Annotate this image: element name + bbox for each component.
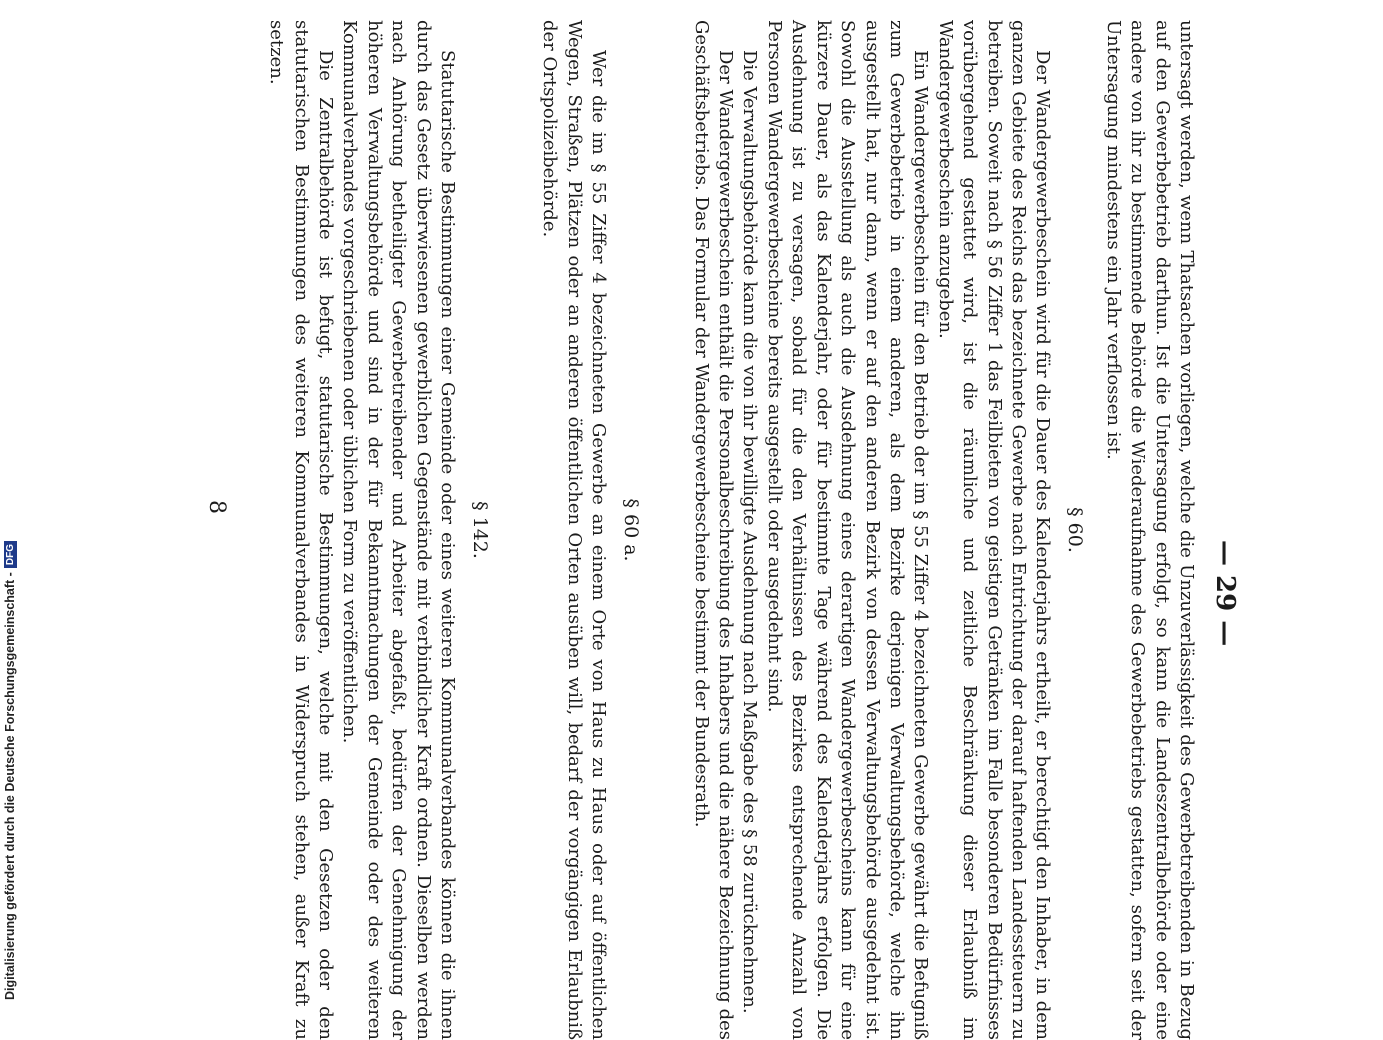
paragraph-personalbeschreibung: Der Wandergewerbeschein enthält die Personalbeschreibung des Inhabers und die nähere Bezeichnung des Geschäftsbetriebs. Das Formular der Wandergewerbescheine bestimmt der Bundesrath. bbox=[690, 20, 737, 1040]
section-heading-60a: § 60 a. bbox=[620, 498, 643, 562]
page-number: — 29 — bbox=[1210, 540, 1240, 647]
paragraph-zentralbehoerde: Die Zentralbehörde ist befugt, statutarische Bestimmungen, welche mit den Gesetzen oder den statutarischen Bestimmungen des weiteren Kommunalverbandes in Widerspruch stehen, außer Kraft zu setzen. bbox=[266, 20, 337, 1040]
section-heading-142: § 142. bbox=[469, 501, 492, 559]
paragraph-wandergewerbeschein-dauer: Der Wandergewerbeschein wird für die Dauer des Kalenderjahrs ertheilt, er berechtigt den Inhaber, in dem ganzen Gebiete des Reichs das bezeichnete Gewerbe nach Entrichtung der darauf haftenden Landessteuern zu betreiben. Soweit nach § 56 Ziffer 1 das Feilbieten von geistigen Getränken im Falle besonderen Bedürfnisses vorübergehend gestattet wird, ist die räumliche und zeitliche Beschränkung dieser Erlaubniß im Wandergewerbeschein anzugeben. bbox=[934, 20, 1054, 1040]
rotated-page bbox=[160, 20, 1250, 1040]
dfg-logo: DFG bbox=[4, 541, 17, 568]
credit-text: Digitalisierung gefördert durch die Deutsche Forschungsgemeinschaft - bbox=[3, 572, 17, 1000]
paragraph-statutarische-bestimmungen: Statutarische Bestimmungen einer Gemeinde oder eines weiteren Kommunalverbandes können die ihnen durch das Gesetz überwiesenen gewerblichen Gegenstände mit verbindlicher Kraft ordnen. Dieselben werden nach Anhörung betheiligter Gewerbetreibender und Arbeiter abgefaßt, bedürfen der Genehmigung der höheren Verwaltungsbehörde und sind in der für Bekanntmachungen der Gemeinde oder des weiteren Kommunalverbandes vorgeschriebenen oder üblichen Form zu veröffentlichen. bbox=[339, 20, 459, 1040]
digitization-credit bbox=[0, 300, 20, 1000]
footer-signature-mark: 8 bbox=[204, 500, 229, 514]
paragraph-wandergewerbeschein-bezirk: Ein Wandergewerbeschein für den Betrieb der im § 55 Ziffer 4 bezeichneten Gewerbe gewährt die Befugniß zum Gewerbebetrieb in einem anderen, als dem Bezirke derjenigen Verwaltungsbehörde, welche ihn ausgestellt hat, nur dann, wenn er auf den anderen Bezirk von dessen Verwaltungsbehörde ausgedehnt ist. Sowohl die Ausstellung als auch die Ausdehnung eines derartigen Wandergewerbescheins kann für eine kürzere Dauer, als das Kalenderjahr, oder für bestimmte Tage während des Kalenderjahrs erfolgen. Die Ausdehnung ist zu versagen, sobald für die den Verhältnissen des Bezirkes entsprechende Anzahl von Personen Wandergewerbescheine bereits ausgestellt oder ausgedehnt sind. bbox=[763, 20, 932, 1040]
paragraph-ortspolizeibehoerde: Wer die im § 55 Ziffer 4 bezeichneten Gewerbe an einem Orte von Haus zu Haus oder auf öffentlichen Wegen, Straßen, Plätzen oder an anderen öffentlichen Orten ausüben will, bedarf der vorgängigen Erlaubniß der Ortspolizeibehörde. bbox=[539, 20, 610, 1040]
section-heading-60: § 60. bbox=[1064, 507, 1087, 553]
paragraph-untersagung: untersagt werden, wenn Thatsachen vorliegen, welche die Unzuverlässigkeit des Gewerbetreibenden in Bezug auf den Gewerbebetrieb darthun. Ist die Untersagung erfolgt, so kann die Landeszentralbehörde oder eine andere von ihr zu bestimmende Behörde die Wiederaufnahme des Gewerbebetriebs gestatten, sofern seit der Untersagung mindestens ein Jahr verflossen ist. bbox=[1102, 20, 1197, 1040]
document-body bbox=[264, 20, 1198, 1040]
paragraph-verwaltungsbehoerde: Die Verwaltungsbehörde kann die von ihr bewilligte Ausdehnung nach Maßgabe des § 58 zurücknehmen. bbox=[739, 50, 761, 1014]
